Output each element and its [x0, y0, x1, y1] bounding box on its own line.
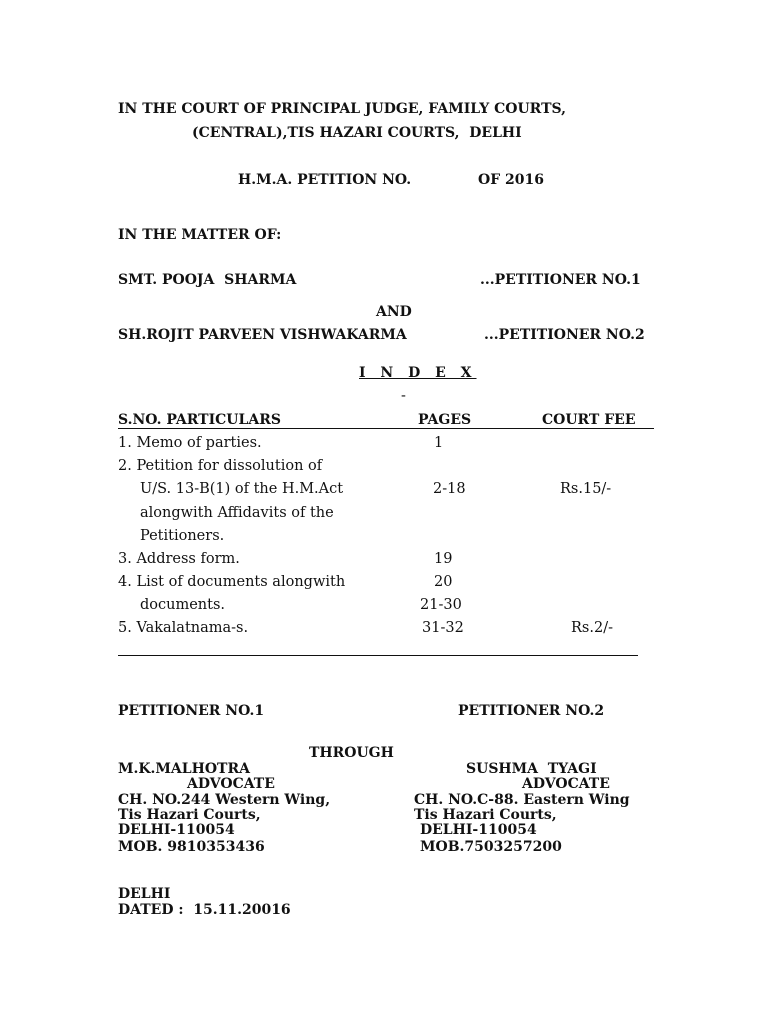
petitioner1-signature-label: PETITIONER NO.1: [118, 703, 265, 719]
index-row-text: Petitioners.: [140, 528, 225, 544]
advocate1-court: Tis Hazari Courts,: [118, 807, 261, 823]
index-row-pages: 20: [434, 574, 453, 590]
index-row-text: 4. List of documents alongwith: [118, 574, 346, 590]
advocate2-name: SUSHMA TYAGI: [466, 761, 597, 777]
party2-role: ...PETITIONER NO.2: [484, 327, 645, 343]
and-label: AND: [376, 304, 412, 320]
index-row-pages: 31-32: [422, 620, 464, 636]
index-row-text: 1. Memo of parties.: [118, 435, 262, 451]
court-title-line1: IN THE COURT OF PRINCIPAL JUDGE, FAMILY COURTS,: [118, 101, 566, 117]
col-header-sno-particulars: S.NO. PARTICULARS: [118, 412, 281, 428]
party1-name: SMT. POOJA SHARMA: [118, 272, 297, 288]
index-row-pages: 19: [434, 551, 453, 567]
through-label: THROUGH: [309, 745, 394, 761]
index-row-text: 3. Address form.: [118, 551, 240, 567]
index-title: I N D E X: [359, 365, 477, 381]
petition-number: H.M.A. PETITION NO.: [238, 172, 412, 188]
place-label: DELHI: [118, 886, 171, 902]
advocate2-court: Tis Hazari Courts,: [414, 807, 557, 823]
index-row-text: 5. Vakalatnama-s.: [118, 620, 249, 636]
advocate1-name: M.K.MALHOTRA: [118, 761, 250, 777]
index-row-text: alongwith Affidavits of the: [140, 505, 334, 521]
index-row-text: documents.: [140, 597, 226, 613]
party2-name: SH.ROJIT PARVEEN VISHWAKARMA: [118, 327, 407, 343]
matter-label: IN THE MATTER OF:: [118, 227, 282, 243]
advocate2-city: DELHI-110054: [420, 822, 537, 838]
advocate2-mobile: MOB.7503257200: [420, 839, 562, 855]
advocate2-chamber: CH. NO.C-88. Eastern Wing: [414, 792, 630, 808]
index-row-pages: 2-18: [433, 481, 466, 497]
petitioner2-signature-label: PETITIONER NO.2: [458, 703, 605, 719]
advocate1-city: DELHI-110054: [118, 822, 235, 838]
index-row-text: 2. Petition for dissolution of: [118, 458, 323, 474]
advocate1-title: ADVOCATE: [187, 776, 275, 792]
index-row-pages: 21-30: [420, 597, 462, 613]
party1-role: ...PETITIONER NO.1: [480, 272, 641, 288]
court-title-line2: (CENTRAL),TIS HAZARI COURTS, DELHI: [192, 125, 522, 141]
col-header-pages: PAGES: [418, 412, 472, 428]
index-dash: -: [401, 388, 406, 404]
advocate1-chamber: CH. NO.244 Western Wing,: [118, 792, 331, 808]
index-bottom-rule: [118, 655, 638, 656]
advocate1-mobile: MOB. 9810353436: [118, 839, 265, 855]
petition-year: OF 2016: [478, 172, 544, 188]
header-underline: [118, 428, 654, 429]
index-row-text: U/S. 13-B(1) of the H.M.Act: [140, 481, 344, 497]
dated-label: DATED : 15.11.20016: [118, 902, 291, 918]
index-row-pages: 1: [434, 435, 444, 451]
advocate2-title: ADVOCATE: [522, 776, 610, 792]
col-header-court-fee: COURT FEE: [542, 412, 636, 428]
index-row-fee: Rs.15/-: [560, 481, 612, 497]
index-row-fee: Rs.2/-: [571, 620, 613, 636]
